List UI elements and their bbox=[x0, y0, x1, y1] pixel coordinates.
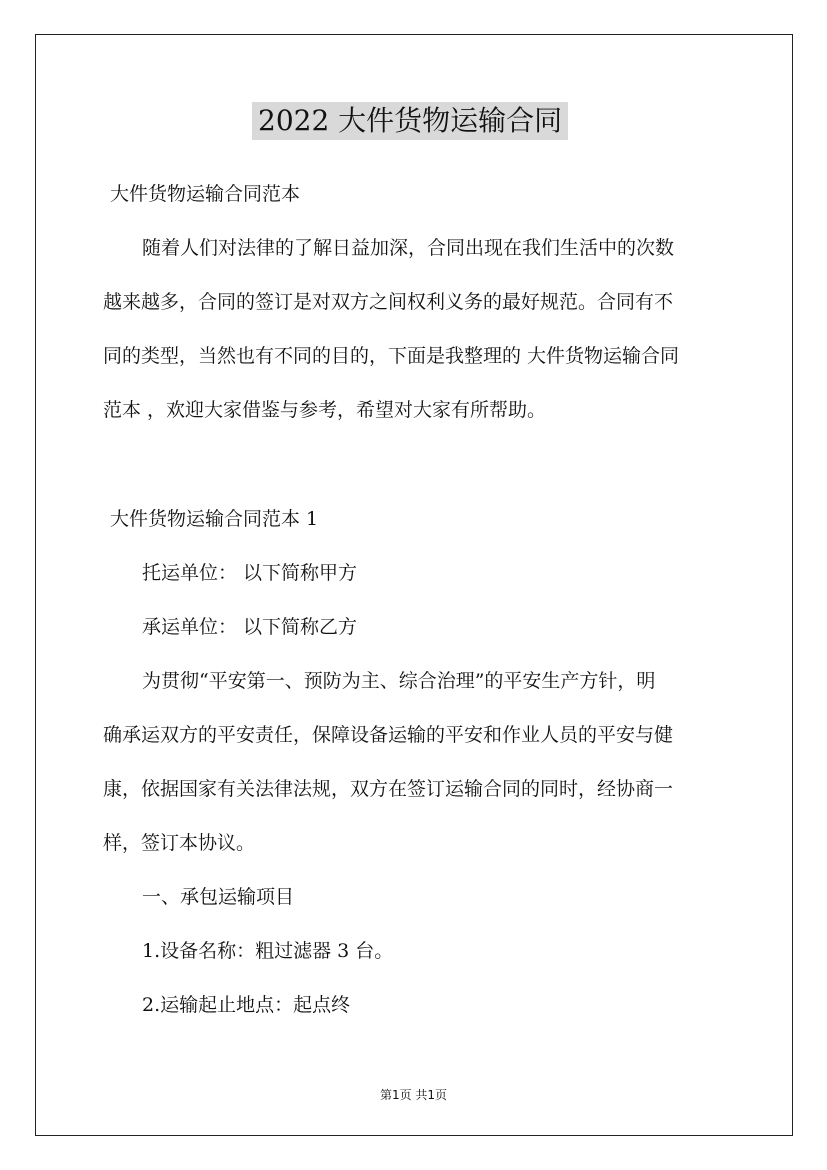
intro-line-2: 越来越多，合同的签订是对双方之间权利义务的最好规范。合同有不 bbox=[103, 291, 674, 313]
paragraph-line-2: 确承运双方的平安责任，保障设备运输的平安和作业人员的平安与健 bbox=[103, 724, 674, 746]
intro-line-3: 同的类型，当然也有不同的目的，下面是我整理的 大件货物运输合同 bbox=[103, 345, 680, 367]
paragraph-line-1: 为贯彻“平安第一、预防为主、综合治理”的平安生产方针，明 bbox=[142, 670, 656, 692]
intro-line-4: 范本 ，欢迎大家借鉴与参考，希望对大家有所帮助。 bbox=[103, 399, 547, 421]
paragraph-line-4: 样，签订本协议。 bbox=[103, 832, 256, 854]
paragraph-line-3: 康，依据国家有关法律法规，双方在签订运输合同的同时，经协商一 bbox=[103, 778, 674, 800]
subtitle-contract-template: 大件货物运输合同范本 bbox=[110, 183, 301, 205]
carrier-line: 承运单位： 以下简称乙方 bbox=[142, 616, 358, 638]
list-item-2: 2.运输起止地点：起点终 bbox=[142, 994, 351, 1016]
page-footer: 第1页 共1页 bbox=[379, 1088, 448, 1102]
subtitle-contract-template-1: 大件货物运输合同范本 1 bbox=[110, 508, 319, 530]
list-item-1: 1.设备名称：粗过滤器 3 台。 bbox=[142, 940, 394, 962]
document-title: 2022 大件货物运输合同 bbox=[252, 102, 568, 140]
intro-line-1: 随着人们对法律的了解日益加深，合同出现在我们生活中的次数 bbox=[142, 237, 675, 259]
consignor-line: 托运单位： 以下简称甲方 bbox=[142, 562, 358, 584]
section-heading-1: 一、承包运输项目 bbox=[142, 886, 295, 908]
